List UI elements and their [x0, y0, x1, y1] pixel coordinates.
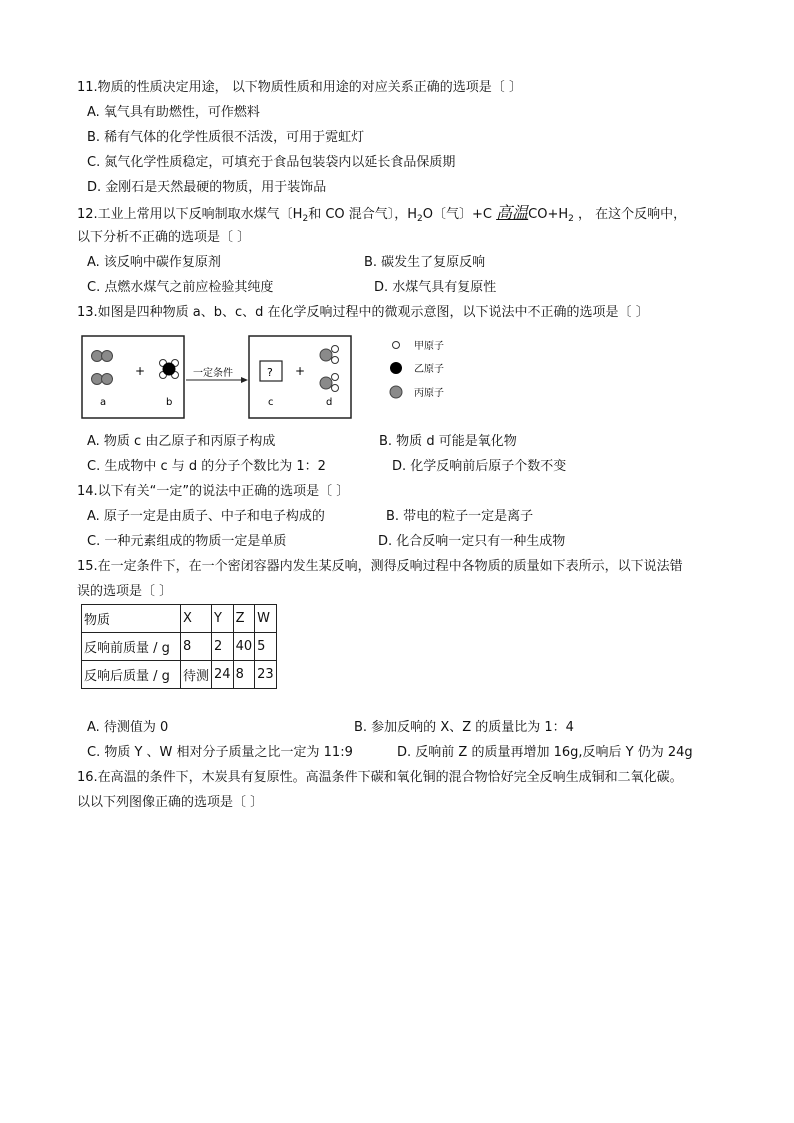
- q12-option-d: D. 水煤气具有复原性: [374, 280, 497, 295]
- q11-option-b: B. 稀有气体的化学性质很不活泼，可用于霓虹灯: [87, 130, 365, 145]
- q14-option-d: D. 化合反响一定只有一种生成物: [378, 534, 566, 549]
- plus-sign: +: [295, 364, 306, 378]
- mass-table: [81, 604, 277, 689]
- label-d: d: [326, 397, 333, 408]
- q16-stem-line2: 以以下列图像正确的选项是〔 〕: [77, 795, 264, 810]
- table-cell: 待测: [181, 661, 212, 689]
- label-a: a: [100, 397, 107, 408]
- reaction-condition: 高温: [496, 203, 529, 222]
- q15-stem: 15.在一定条件下，在一个密闭容器内发生某反响，测得反响过程中各物质的质量如下表所示，以下说法错: [77, 559, 683, 574]
- arrow-condition: 一定条件: [193, 368, 233, 379]
- q15-option-a: A. 待测值为 0: [87, 720, 169, 735]
- table-cell: 23: [255, 661, 277, 689]
- table-cell: 8: [233, 661, 255, 689]
- q13-stem: 13.如图是四种物质 a、b、c、d 在化学反响过程中的微观示意图，以下说法中不正确的选项是〔 〕: [77, 305, 649, 320]
- table-row: [82, 633, 277, 661]
- table-cell: 反响后质量 / g: [82, 661, 181, 689]
- q13-option-a: A. 物质 c 由乙原子和丙原子构成: [87, 434, 276, 449]
- plus-sign: +: [135, 364, 146, 378]
- legend-marker-3: [390, 386, 402, 398]
- legend-label-3: 丙原子: [414, 388, 444, 399]
- q13-option-d: D. 化学反响前后原子个数不变: [392, 459, 567, 474]
- q16-stem: 16.在高温的条件下，木炭具有复原性。高温条件下碳和氧化铜的混合物恰好完全反响生成铜和二氧化碳。: [77, 770, 683, 785]
- q15-option-c: C. 物质 Y 、W 相对分子质量之比一定为 11:9: [87, 745, 353, 760]
- q15-option-b: B. 参加反响的 X、Z 的质量比为 1：4: [354, 720, 574, 735]
- table-header-cell: X: [181, 605, 212, 633]
- table-header-row: [82, 605, 277, 633]
- table-row: [82, 661, 277, 689]
- subscript: 2: [568, 214, 574, 224]
- q12-option-b: B. 碳发生了复原反响: [364, 255, 486, 270]
- table-cell: 40: [233, 633, 255, 661]
- arrow-head: [241, 377, 248, 383]
- q11-option-c: C. 氮气化学性质稳定，可填充于食品包装袋内以延长食品保质期: [87, 155, 456, 170]
- q14-option-a: A. 原子一定是由质子、中子和电子构成的: [87, 509, 325, 524]
- subscript: 2: [417, 214, 423, 224]
- q11-option-a: A. 氧气具有助燃性，可作燃料: [87, 105, 260, 120]
- table-cell: 24: [212, 661, 234, 689]
- q12-stem-part: CO+H: [528, 207, 569, 222]
- table-cell: 8: [181, 633, 212, 661]
- table-cell: 5: [255, 633, 277, 661]
- table-header-cell: 物质: [82, 605, 181, 633]
- table-header-cell: Z: [233, 605, 255, 633]
- legend-label-1: 甲原子: [414, 341, 444, 352]
- table-header-cell: W: [255, 605, 277, 633]
- legend-marker-2: [390, 362, 402, 374]
- q11-stem: 11.物质的性质决定用途， 以下物质性质和用途的对应关系正确的选项是〔 〕: [77, 80, 522, 95]
- q12-option-c: C. 点燃水煤气之前应检验其纯度: [87, 280, 274, 295]
- table-header-cell: Y: [212, 605, 234, 633]
- q14-stem: 14.以下有关“一定”的说法中正确的选项是〔 〕: [77, 484, 350, 499]
- q12-stem-part: ， 在这个反响中，: [573, 207, 687, 222]
- subscript: 2: [302, 214, 309, 224]
- q15-stem-line2: 误的选项是〔 〕: [77, 584, 173, 599]
- label-b: b: [166, 397, 173, 408]
- q12-stem-part: O〔气〕+C: [422, 207, 497, 222]
- table-cell: 2: [212, 633, 234, 661]
- reaction-diagram: [78, 333, 478, 423]
- legend: [390, 340, 444, 399]
- legend-label-2: 乙原子: [414, 364, 444, 375]
- q15-option-d: D. 反响前 Z 的质量再增加 16g,反响后 Y 仍为 24g: [397, 745, 693, 760]
- q14-option-c: C. 一种元素组成的物质一定是单质: [87, 534, 287, 549]
- legend-marker-1: [393, 342, 400, 349]
- q12-stem-line2: 以下分析不正确的选项是〔 〕: [77, 230, 251, 245]
- q11-option-d: D. 金刚石是天然最硬的物质，用于装饰品: [87, 180, 327, 195]
- q12-stem-part: 12.工业上常用以下反响制取水煤气〔H: [77, 207, 303, 222]
- q14-option-b: B. 带电的粒子一定是离子: [386, 509, 534, 524]
- q13-option-b: B. 物质 d 可能是氧化物: [379, 434, 517, 449]
- q12-stem-part: 和 CO 混合气〕，H: [308, 207, 418, 222]
- label-c: c: [268, 397, 274, 408]
- unknown-mark: ?: [267, 366, 273, 379]
- table-cell: 反响前质量 / g: [82, 633, 181, 661]
- q13-option-c: C. 生成物中 c 与 d 的分子个数比为 1：2: [87, 459, 326, 474]
- q12-stem: [77, 205, 686, 227]
- q12-option-a: A. 该反响中碳作复原剂: [87, 255, 221, 270]
